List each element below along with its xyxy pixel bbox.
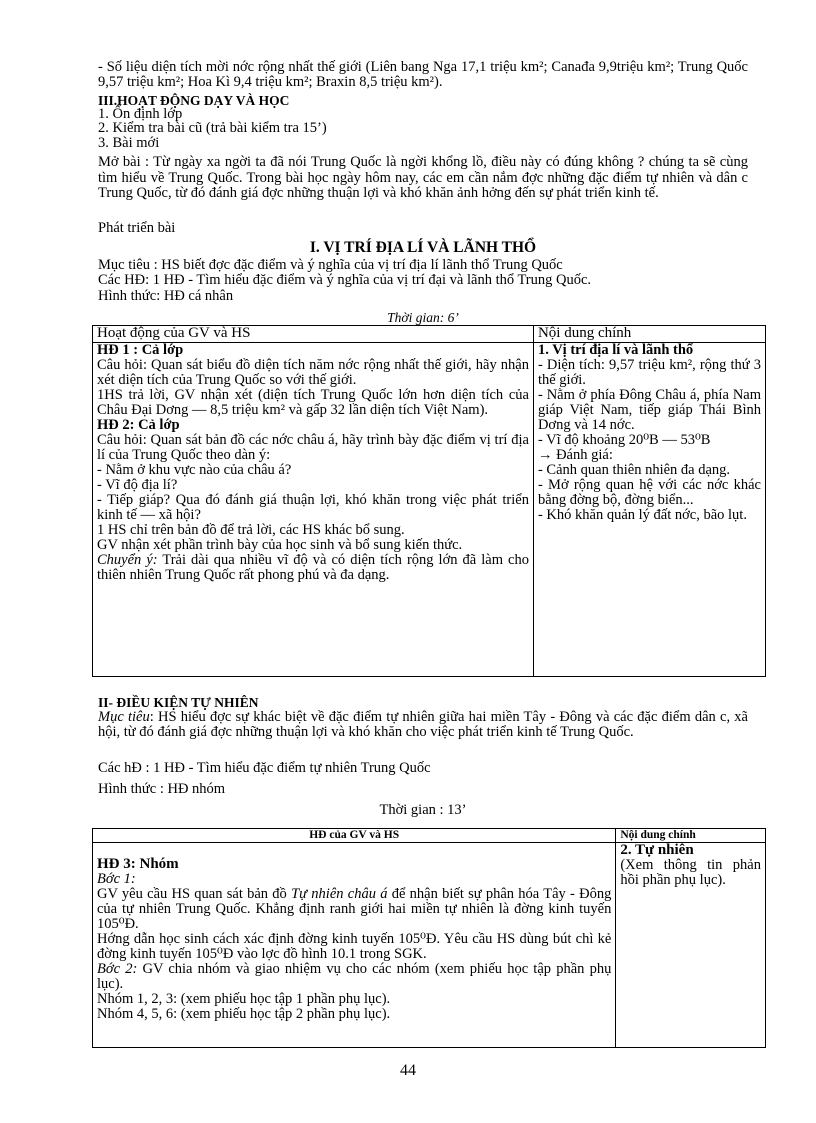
group-1-task: Nhóm 1, 2, 3: (xem phiếu học tập 1 phần phụ lục). <box>97 991 391 1007</box>
hd1-question: Câu hỏi: Quan sát biểu đồ diện tích năm nớc rộng nhất thế giới, hãy nhận xét diện tích của Trung Quốc so với thế giới. <box>97 357 529 388</box>
guidance-text: Hớng dẫn học sinh cách xác định đờng kinh tuyến 105⁰Đ. Yêu cầu HS dùng bút chì kẻ đờng kinh tuyến 105⁰Đ vào lợc đồ hình 10.1 trong SGK. <box>97 931 612 962</box>
section-2-objective-label: Mục tiêu <box>98 709 150 725</box>
content-1-evaluation: → Đánh giá: <box>537 447 613 463</box>
section-3-heading: III.HOẠT ĐỘNG DẠY VÀ HỌC <box>98 93 290 108</box>
section-2-time: Thời gian : 13’ <box>379 802 467 818</box>
section-1-table <box>92 325 766 677</box>
intro-paragraph: Mở bài : Từ ngày xa ngời ta đã nói Trung Quốc là ngời khổng lồ, điều này có đúng không ? chúng ta sẽ cùng tìm hiểu về Trung Quốc. Trong bài học ngày hôm nay, các em cần nắm đợc những đặc điểm tự nhiên và dân c Trung Quốc, từ đó đánh giá đợc những thuận lợi và khó khăn ảnh hởng đến sự phát triển kinh tế. <box>98 154 748 201</box>
content-2-title: 2. Tự nhiên <box>620 842 694 858</box>
step-2: 2. Kiểm tra bài cũ (trả bài kiểm tra 15’) <box>98 120 327 136</box>
content-2-text: (Xem thông tin phản hồi phần phụ lục). <box>620 857 761 888</box>
step-1-label: Bớc 1: <box>97 871 136 887</box>
hd2-bullet-1: - Nằm ở khu vực nào của châu á? <box>97 462 292 478</box>
transition-text: Trải dài qua nhiều vĩ độ và có diện tích rộng lớn đã làm cho thiên nhiên Trung Quốc rất phong phú và đa dạng. <box>97 552 529 583</box>
section-1-activities: Các HĐ: 1 HĐ - Tìm hiểu đặc điểm và ý nghĩa của vị trí đại và lãnh thổ Trung Quốc. <box>98 272 592 288</box>
hd1-title: HĐ 1 : Cả lớp <box>97 342 184 358</box>
section-2-table <box>92 828 766 1048</box>
section-2-activities-cell <box>93 843 616 1048</box>
development-label: Phát triển bài <box>98 220 176 236</box>
page-number: 44 <box>400 1062 416 1079</box>
section-2-title: II- ĐIỀU KIỆN TỰ NHIÊN <box>98 695 259 710</box>
section-1-time: Thời gian: 6’ <box>387 310 459 325</box>
content-1-area: - Diện tích: 9,57 triệu km², rộng thứ 3 thế giới. <box>537 357 761 388</box>
step-1-text: GV yêu cầu HS quan sát bản đồ Tự nhiên châu á để nhận biết sự phân hóa Tây - Đông của tự nhiên Trung Quốc. Khẳng định ranh giới hai miền tự nhiên là đờng kinh tuyến 105⁰Đ. <box>97 886 612 932</box>
hd2-question: Câu hỏi: Quan sát bản đồ các nớc châu á, hãy trình bày đặc điểm vị trí địa lí của Trung Quốc theo dàn ý: <box>97 432 529 463</box>
section-2-objective <box>98 710 748 740</box>
hd1-answer: 1HS trả lời, GV nhận xét (diện tích Trung Quốc lớn hơn diện tích của Châu Đại Dơng — 8,5 triệu km² và gấp 32 lần diện tích Việt Nam). <box>97 387 529 418</box>
content-1-point-2: - Mở rộng quan hệ với các nớc khác bằng đờng bộ, đờng biển... <box>537 477 761 508</box>
section-1-objective: Mục tiêu : HS biết đợc đặc điểm và ý nghĩa của vị trí địa lí lãnh thổ Trung Quốc <box>98 257 563 273</box>
hd2-bullet-3: - Tiếp giáp? Qua đó đánh giá thuận lợi, khó khăn trong việc phát triển kinh tế — xã hội? <box>97 492 529 523</box>
content-1-location: - Nằm ở phía Đông Châu á, phía Nam giáp Việt Nam, tiếp giáp Thái Bình Dơng và 14 nớc. <box>537 387 761 433</box>
hd2-answer-2: GV nhận xét phần trình bày của học sinh và bổ sung kiến thức. <box>97 537 463 553</box>
transition-note <box>97 553 529 583</box>
step-2-label: Bớc 2: <box>97 961 138 977</box>
section-2-content-cell <box>616 843 766 1048</box>
hd2-answer-1: 1 HS chỉ trên bản đồ để trả lời, các HS khác bổ sung. <box>97 522 405 538</box>
content-1-title: 1. Vị trí địa lí và lãnh thổ <box>537 342 694 358</box>
section-2-objective-text: : HS hiểu đợc sự khác biệt về đặc điểm tự nhiên giữa hai miền Tây - Đông và các đặc điểm dân c, xã hội, từ đó đánh giá đợc những thuận lợi và khó khăn cho việc phát triển kinh tế Trung Quốc. <box>98 709 748 740</box>
content-1-point-3: - Khó khăn quản lý đất nớc, bão lụt. <box>537 507 747 523</box>
step-2-text: Bớc 2: GV chia nhóm và giao nhiệm vụ cho các nhóm (xem phiếu học tập phần phụ lục). <box>97 961 612 992</box>
section-1-format: Hình thức: HĐ cá nhân <box>98 288 234 304</box>
hd2-bullet-2: - Vĩ độ địa lí? <box>97 477 178 493</box>
section-2-col-activities-header: HĐ của GV và HS <box>93 829 616 843</box>
group-2-task: Nhóm 4, 5, 6: (xem phiếu học tập 2 phần phụ lục). <box>97 1006 391 1022</box>
section-1-title: I. VỊ TRÍ ĐỊA LÍ VÀ LÃNH THỔ <box>309 239 537 256</box>
section-1-col-content-header: Nội dung chính <box>533 326 765 343</box>
section-2-col-content-header: Nội dung chính <box>616 829 766 843</box>
section-1-content-cell <box>533 343 765 677</box>
section-1-activities-cell <box>93 343 534 677</box>
hd2-title: HĐ 2: Cả lớp <box>97 417 180 433</box>
step-1: 1. Ổn định lớp <box>98 106 183 122</box>
section-2-format: Hình thức : HĐ nhóm <box>98 781 226 797</box>
transition-label: Chuyển ý: <box>97 552 158 568</box>
section-2-activities: Các hĐ : 1 HĐ - Tìm hiểu đặc điểm tự nhiên Trung Quốc <box>98 760 431 776</box>
hd3-title: HĐ 3: Nhóm <box>97 856 179 872</box>
content-1-latitude: - Vĩ độ khoảng 20⁰B — 53⁰B <box>537 432 711 448</box>
section-1-col-activities-header: Hoạt động của GV và HS <box>93 326 534 343</box>
map-name: Tự nhiên châu á <box>291 886 388 902</box>
content-1-point-1: - Cảnh quan thiên nhiên đa dạng. <box>537 462 731 478</box>
step-3: 3. Bài mới <box>98 135 160 151</box>
intro-area-data: - Số liệu diện tích mời nớc rộng nhất thế giới (Liên bang Nga 17,1 triệu km²; Canađa 9,9triệu km²; Trung Quốc 9,57 triệu km²; Hoa Kì 9,4 triệu km²; Braxin 8,5 triệu km²). <box>98 59 748 90</box>
